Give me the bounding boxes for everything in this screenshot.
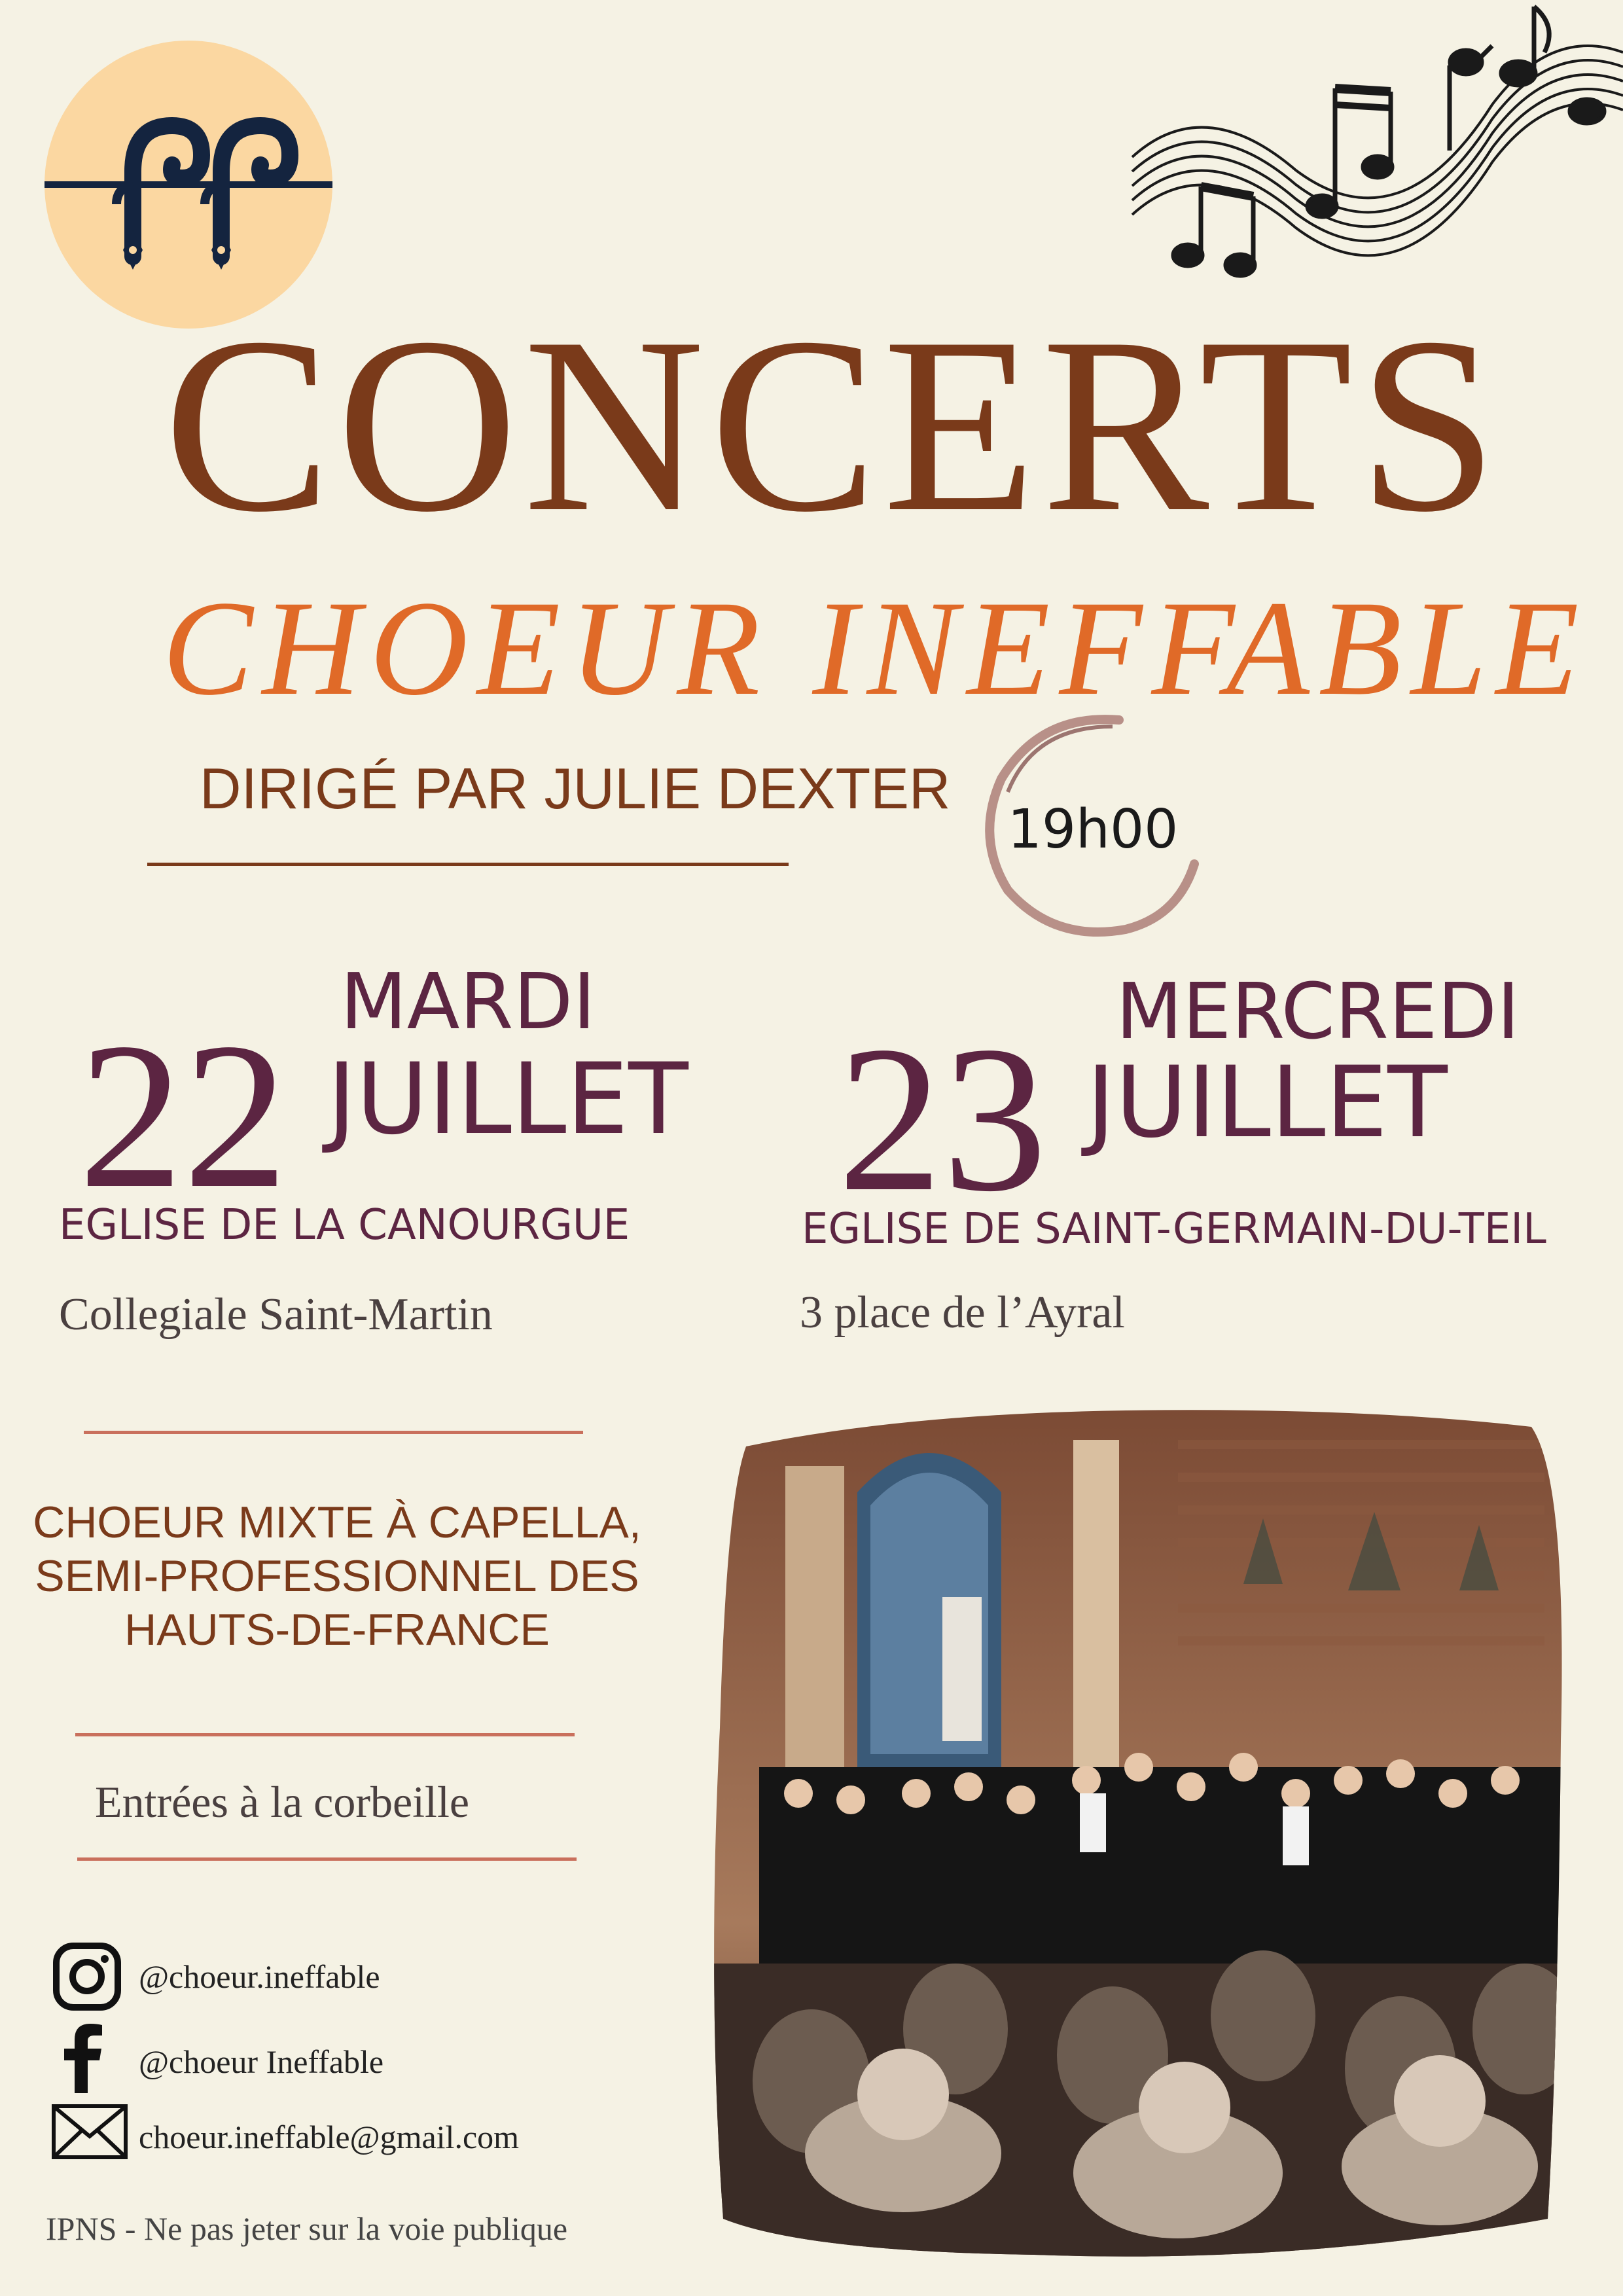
poster-title: CONCERTS: [164, 286, 1503, 564]
instagram-handle[interactable]: @choeur.ineffable: [139, 1958, 380, 1995]
director-underline: [147, 863, 789, 866]
date-day-name: MERCREDI: [1116, 966, 1520, 1056]
date-month: JUILLET: [1086, 1046, 1448, 1160]
choir-description-line: CHOEUR MIXTE À CAPELLA,: [33, 1498, 641, 1547]
venue-name: EGLISE DE SAINT-GERMAIN-DU-TEIL: [802, 1205, 1546, 1253]
email-address[interactable]: choeur.ineffable@gmail.com: [139, 2119, 520, 2155]
facebook-icon: [47, 2022, 119, 2094]
choir-description: [26, 1496, 648, 1672]
venue-address: Collegiale Saint-Martin: [59, 1289, 493, 1340]
concert-time: 19h00: [1007, 798, 1179, 861]
choir-concert-photo: [707, 1401, 1571, 2271]
date-day-name: MARDI: [340, 956, 596, 1047]
venue-address: 3 place de l’Ayral: [800, 1287, 1125, 1338]
date-month: JUILLET: [327, 1043, 688, 1157]
ff-logo-mark: [45, 41, 332, 329]
choir-description-line: SEMI-PROFESSIONNEL DES: [35, 1551, 639, 1601]
choir-logo: [45, 41, 332, 329]
divider-bottom: [77, 1857, 577, 1861]
date-day-number: 23: [838, 1003, 1047, 1235]
divider-top: [84, 1431, 583, 1434]
entry-info: Entrées à la corbeille: [95, 1777, 470, 1827]
footer-notice: IPNS - Ne pas jeter sur la voie publique: [46, 2210, 568, 2247]
divider-middle: [75, 1733, 575, 1736]
choir-name: CHOEUR INEFFABLE: [162, 573, 1588, 723]
mail-icon: [51, 2102, 128, 2161]
venue-name: EGLISE DE LA CANOURGUE: [59, 1201, 630, 1249]
facebook-handle[interactable]: @choeur Ineffable: [139, 2043, 384, 2080]
music-notes-decoration: [1126, 0, 1623, 288]
instagram-icon: [51, 1941, 123, 2013]
director-line-text: DIRIGÉ PAR JULIE DEXTER: [200, 756, 951, 821]
date-day-number: 22: [79, 1000, 288, 1232]
choir-description-line: HAUTS-DE-FRANCE: [124, 1605, 550, 1655]
